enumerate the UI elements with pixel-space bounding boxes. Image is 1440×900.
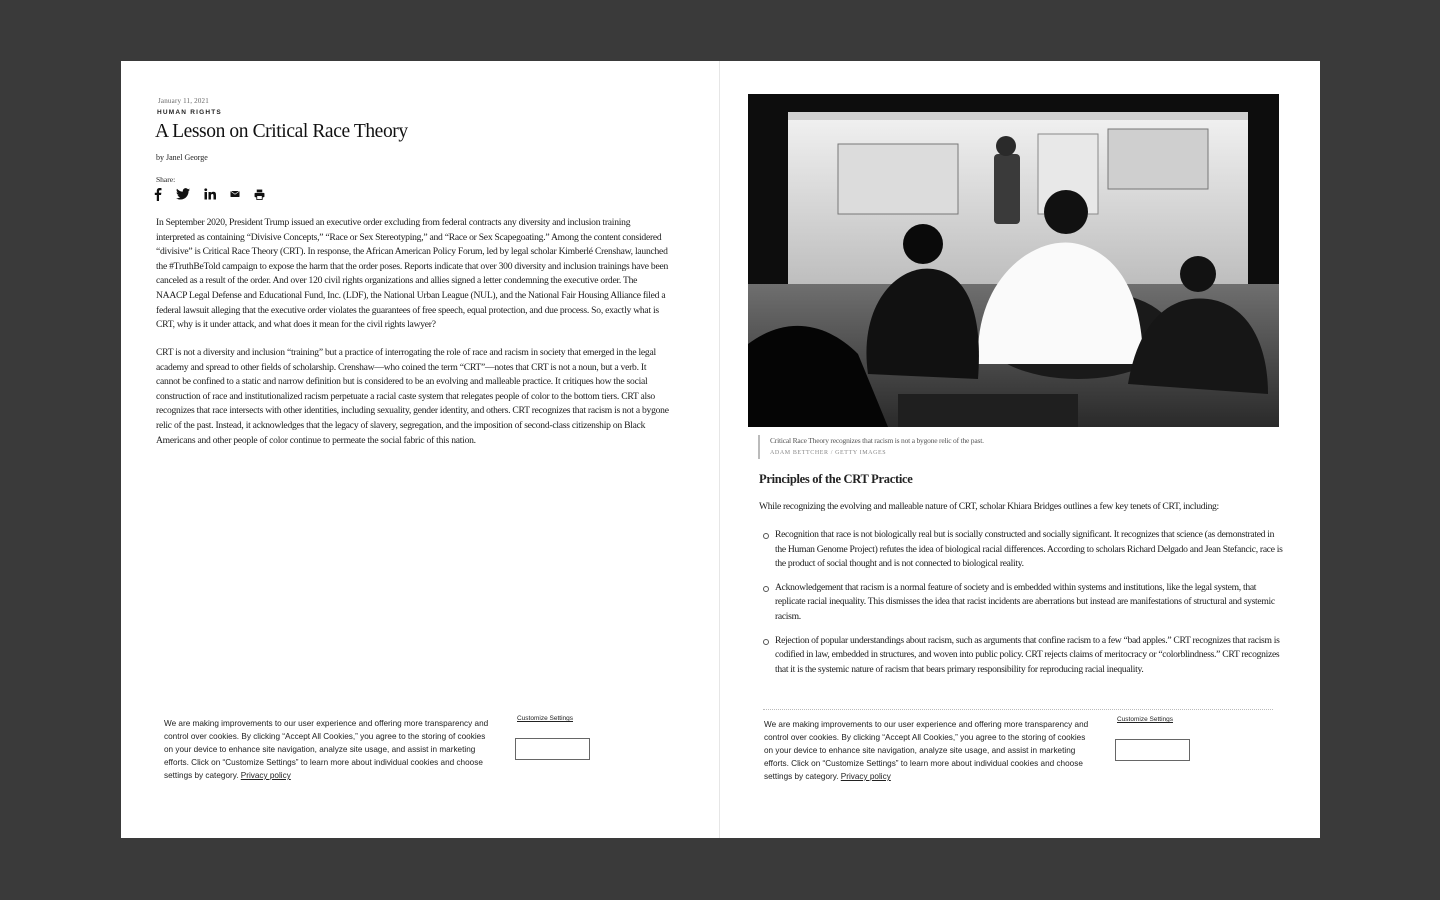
- share-label: Share:: [156, 175, 176, 184]
- caption-rule: [758, 435, 760, 459]
- tenets-list: [763, 528, 1283, 686]
- list-item: Acknowledgement that racism is a normal feature of society and is embedded within systems and institutions, like the legal system, that replicate racial inequality. This dismisses the idea that racist incidents are aberrations but instead are manifestations of structural and systemic racism.: [763, 581, 1283, 625]
- list-item: Rejection of popular understandings about racism, such as arguments that confine racism to a few “bad apples.” CRT recognizes that racism is codified in law, embedded in structures, and woven into public policy. CRT rejects claims of meritocracy or “colorblindness.” CRT recognizes that it is the systemic nature of racism that bears primary responsibility for reproducing racial inequality.: [763, 634, 1283, 678]
- article-title: A Lesson on Critical Race Theory: [155, 121, 408, 142]
- image-caption: Critical Race Theory recognizes that racism is not a bygone relic of the past.: [770, 436, 984, 445]
- twitter-icon[interactable]: [176, 188, 190, 200]
- section-intro: While recognizing the evolving and malleable nature of CRT, scholar Khiara Bridges outlines a few key tenets of CRT, including:: [759, 501, 1219, 512]
- privacy-policy-link[interactable]: Privacy policy: [840, 772, 891, 781]
- left-page: [121, 61, 720, 838]
- section-heading: Principles of the CRT Practice: [759, 472, 913, 486]
- article-paragraph-1: In September 2020, President Trump issued an executive order excluding from federal contracts any diversity and inclusion training interpreted as containing “Divisive Concepts,” “Race or Sex Stereotyping,” and “Race or Sex Scapegoating.” Among the content considered “divisive” is Critical Race Theory (CRT). In response, the African American Policy Forum, led by legal scholar Kimberlé Crenshaw, launched the #TruthBeTold campaign to expose the harm that the order poses. Reports indicate that over 300 diversity and inclusion trainings have been canceled as a result of the order. And over 120 civil rights organizations and allies signed a letter condemning the executive order. The NAACP Legal Defense and Educational Fund, Inc. (LDF), the National Urban League (NUL), and the National Fair Housing Alliance filed a federal lawsuit alleging that the executive order violates the guarantees of free speech, equal protection, and due process. So, exactly what is CRT, why is it under attack, and what does it mean for the civil rights lawyer?: [156, 217, 669, 331]
- article-date: January 11, 2021: [158, 97, 209, 105]
- cookie-message: We are making improvements to our user experience and offering more transparency and control over cookies. By clicking “Accept All Cookies,” you agree to the storing of cookies on your device to enhance site navigation, analyze site usage, and assist in marketing efforts. Click on “Customize Settings” to learn more about individual cookies and choose settings by category. Privacy policy: [764, 720, 1089, 781]
- email-icon[interactable]: [230, 190, 240, 198]
- cut-off-text-line: [763, 709, 1273, 711]
- share-buttons: [154, 185, 265, 203]
- article-category[interactable]: HUMAN RIGHTS: [157, 109, 222, 116]
- document-spread: [121, 61, 1320, 838]
- linkedin-icon[interactable]: [204, 188, 216, 200]
- cookie-message: We are making improvements to our user experience and offering more transparency and control over cookies. By clicking “Accept All Cookies,” you agree to the storing of cookies on your device to enhance site navigation, analyze site usage, and assist in marketing efforts. Click on “Customize Settings” to learn more about individual cookies and choose settings by category. Privacy policy: [164, 719, 489, 780]
- image-credit: ADAM BETTCHER / GETTY IMAGES: [770, 450, 887, 456]
- accept-all-cookies-button[interactable]: [515, 738, 590, 760]
- customize-settings-link[interactable]: Customize Settings: [1117, 716, 1173, 723]
- article-paragraph-2: CRT is not a diversity and inclusion “training” but a practice of interrogating the role of race and racism in society that emerged in the legal academy and spread to other fields of scholarship. Crenshaw—who coined the term “CRT”—notes that CRT is not a noun, but a verb. It cannot be confined to a static and narrow definition but is considered to be an evolving and malleable practice. It critiques how the social construction of race and institutionalized racism perpetuate a racial caste system that relegates people of color to the bottom tiers. CRT also recognizes that race intersects with other identities, including sexuality, gender identity, and others. CRT recognizes that racism is not a bygone relic of the past. Instead, it acknowledges that the legacy of slavery, segregation, and the imposition of second-class citizenship on Black Americans and other people of color continue to permeate the social fabric of this nation.: [156, 347, 669, 446]
- privacy-policy-link[interactable]: Privacy policy: [240, 771, 291, 780]
- right-page: [721, 61, 1320, 838]
- customize-settings-link[interactable]: Customize Settings: [517, 715, 573, 722]
- article-byline: by Janel George: [156, 153, 208, 162]
- accept-all-cookies-button[interactable]: [1115, 739, 1190, 761]
- list-item: Recognition that race is not biologically real but is socially constructed and socially significant. It recognizes that science (as demonstrated in the Human Genome Project) refutes the idea of biological racial differences. According to scholars Richard Delgado and Jean Stefancic, race is the product of social thought and is not connected to biological reality.: [763, 528, 1283, 572]
- classroom-photo: [748, 94, 1279, 427]
- print-icon[interactable]: [254, 189, 265, 200]
- facebook-icon[interactable]: [154, 188, 162, 201]
